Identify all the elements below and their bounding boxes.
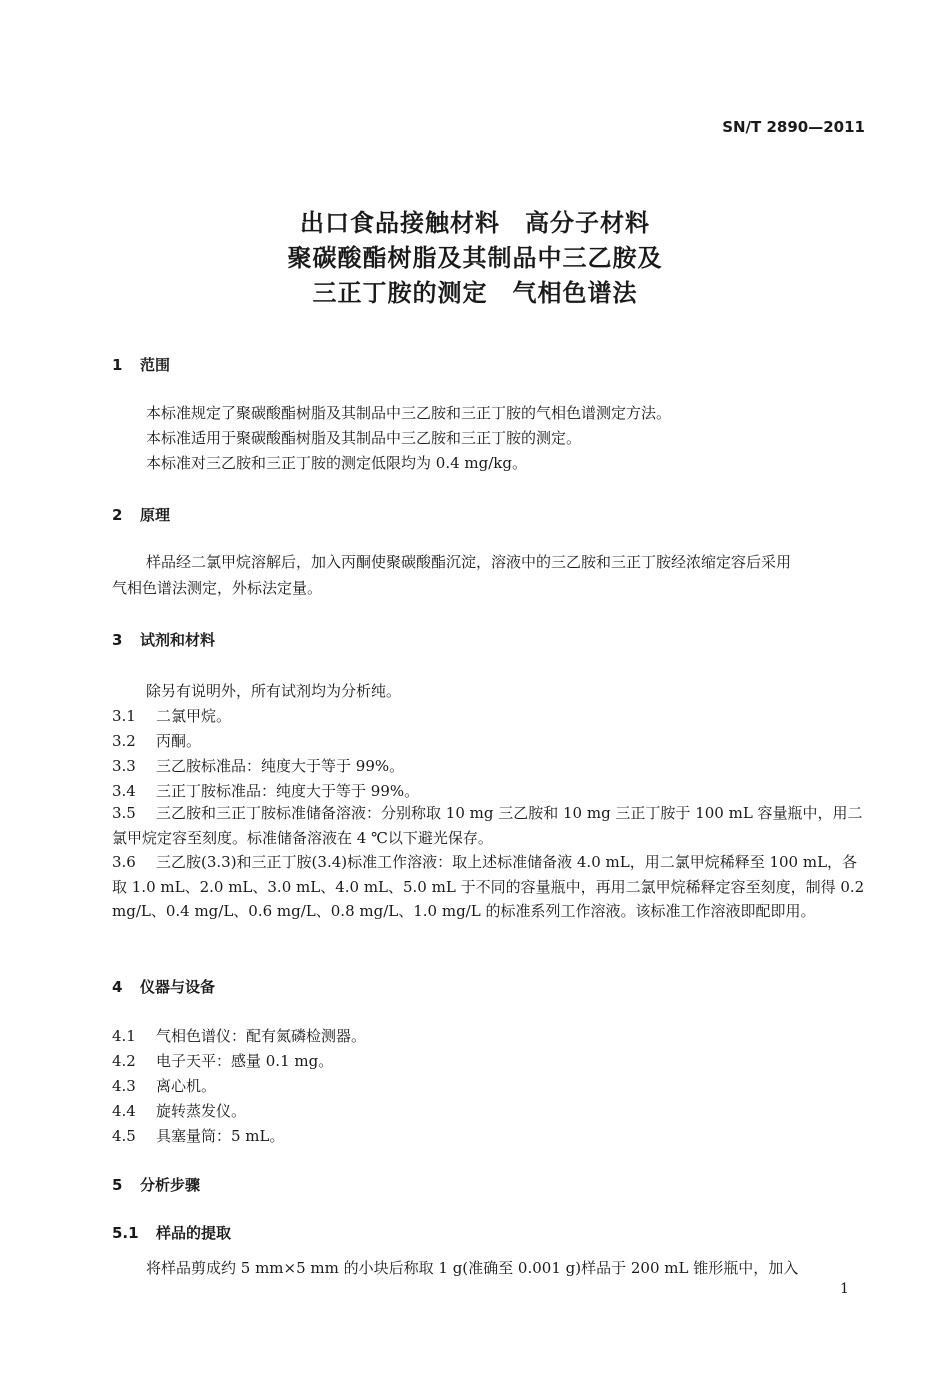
list-item [112,705,231,726]
page-number: 1 [840,1281,849,1297]
section-number: 1 [112,356,123,374]
subsection-heading [112,1222,231,1243]
item-text: 三正丁胺标准品：纯度大于等于 99%。 [156,782,420,800]
subsection-number: 5.1 [112,1224,139,1242]
list-item [112,1050,333,1071]
section-title: 试剂和材料 [140,631,216,649]
section-title: 原理 [140,506,171,524]
section-number: 5 [112,1176,123,1194]
item-text: 二氯甲烷。 [156,707,232,725]
title-line-3: 三正丁胺的测定 气相色谱法 [312,279,638,307]
subsection-title: 样品的提取 [156,1224,232,1242]
section-title: 仪器与设备 [140,978,216,996]
item-text: 丙酮。 [156,732,202,750]
list-item [112,780,419,801]
list-item [112,755,404,776]
item-text: 具塞量筒：5 mL。 [156,1127,285,1145]
paragraph: 将样品剪成约 5 mm×5 mm 的小块后称取 1 g(准确至 0.001 g)样品于 200 mL 锥形瓶中，加入 [146,1259,799,1277]
section-number: 2 [112,506,123,524]
item-text: 三乙胺和三正丁胺标准储备溶液：分别称取 10 mg 三乙胺和 10 mg 三正丁胺于 100 mL 容量瓶中，用二氯甲烷定容至刻度。标准储备溶液在 4 ℃以下避光保存。 [112,804,863,847]
item-number: 4.5 [112,1127,136,1145]
item-text: 三乙胺(3.3)和三正丁胺(3.4)标准工作溶液：取上述标准储备液 4.0 mL，用二氯甲烷稀释至 100 mL，各取 1.0 mL、2.0 mL、3.0 mL、4.0 mL、5.0 mL 于不同的容量瓶中，再用二氯甲烷稀释定容至刻度，制得 0.2 mg/L、0.4 mg/L、0.6 mg/L、0.8 mg/L、1.0 mg/L 的标准系列工作溶液。该标准工作溶液即配即用。 [112,853,865,920]
item-number: 4.1 [112,1027,136,1045]
section-3-heading [112,629,215,650]
item-number: 4.4 [112,1102,136,1120]
paragraph: 除另有说明外，所有试剂均为分析纯。 [146,682,402,700]
section-number: 3 [112,631,123,649]
item-number: 4.2 [112,1052,136,1070]
title-line-2: 聚碳酸酯树脂及其制品中三乙胺及 [287,244,663,272]
paragraph: 样品经二氯甲烷溶解后，加入丙酮使聚碳酸酯沉淀，溶液中的三乙胺和三正丁胺经浓缩定容后采用 [146,553,792,571]
section-1-heading [112,354,170,375]
item-text: 离心机。 [156,1077,217,1095]
section-title: 范围 [140,356,171,374]
section-2-heading [112,504,170,525]
paragraph: 本标准适用于聚碳酸酯树脂及其制品中三乙胺和三正丁胺的测定。 [146,429,582,447]
item-text: 电子天平：感量 0.1 mg。 [156,1052,334,1070]
paragraph: 本标准对三乙胺和三正丁胺的测定低限均为 0.4 mg/kg。 [146,454,527,472]
list-item [112,1025,366,1046]
item-text: 三乙胺标准品：纯度大于等于 99%。 [156,757,405,775]
section-5-heading [112,1174,200,1195]
item-number: 3.3 [112,757,136,775]
item-number: 3.1 [112,707,136,725]
section-4-heading [112,976,215,997]
list-item [112,1125,285,1146]
list-item [112,850,870,924]
title-line-1: 出口食品接触材料 高分子材料 [300,209,650,237]
section-title: 分析步骤 [140,1176,201,1194]
item-number: 3.4 [112,782,136,800]
list-item [112,1075,216,1096]
paragraph: 气相色谱法测定，外标法定量。 [112,579,323,597]
list-item [112,801,870,850]
standard-code: SN/T 2890—2011 [722,118,865,136]
item-number: 3.2 [112,732,136,750]
paragraph: 本标准规定了聚碳酸酯树脂及其制品中三乙胺和三正丁胺的气相色谱测定方法。 [146,404,672,422]
section-number: 4 [112,978,123,996]
item-number: 3.5 [112,804,136,822]
item-text: 旋转蒸发仪。 [156,1102,247,1120]
list-item [112,730,201,751]
item-text: 气相色谱仪：配有氮磷检测器。 [156,1027,367,1045]
list-item [112,1100,246,1121]
item-number: 4.3 [112,1077,136,1095]
item-number: 3.6 [112,853,136,871]
